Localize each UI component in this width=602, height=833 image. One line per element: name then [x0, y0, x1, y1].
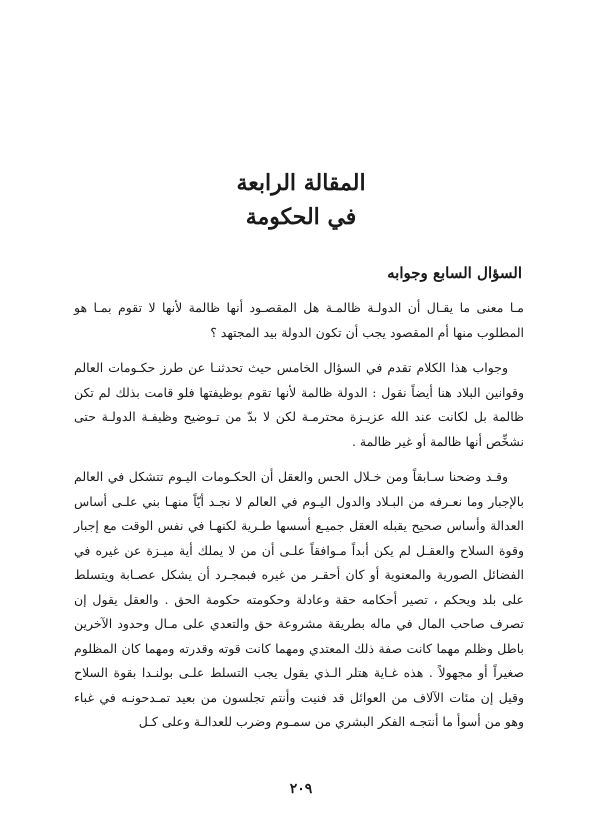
page-number: ٢٠٩: [289, 781, 313, 797]
chapter-title-line-2: في الحكومة: [245, 204, 357, 230]
chapter-title: [0, 166, 602, 234]
body-text: [74, 296, 524, 746]
section-heading: السؤال السابع وجوابه: [387, 264, 522, 282]
paragraph-answer: وجواب هذا الكلام تقدم في السؤال الخامس حيث تحدثنـا عن طرز حكـومات العالم وقوانين البلاد هنا أيضاً نقول : الدولة ظالمة لأنها تقوم بوظيفتها فلو قامت بذلك لم تكن ظالمة بل لكانت عند الله عزيـزة محترمـة لكن لا بدّ من تـوضيح وظيفـة الدولـة حتى نشخِّص أنها ظالمة أو غير ظالمة .: [74, 360, 524, 449]
paragraph-question: مـا معنى ما يقـال أن الدولـة ظالمـة هل المقصـود أنها ظالمة لأنها لا تقوم بمـا هو المطلوب منها أم المقصود يجب أن تكون الدولة بيد المجتهد ؟: [74, 300, 524, 340]
paragraph-explanation: وقـد وضحنا سـابقاً ومن خـلال الحس والعقل أن الحكـومات اليـوم تتشكل في العالم بالإجبار وما نعـرفه من البـلاد والدول اليـوم في العالم لا نجـد أيّاً منهـا بني علـى أساس العدالة وأساس صحيح يقبله العقل جميـع أسسها طـرية لكنهـا في نفس الوقت مع إجبار وقوة السلاح والعقـل لم يكن أبداً مـوافقاً علـى أن من لا يملك أية ميـزة عن غيره في الفضائل الصورية والمعنوية أو كان أحقـر من غيره فبمجـرد أن يشكل عصـابة ويتسلط على بلد ويحكم ، تصير أحكامه حقة وعادلة وحكومته حكومة الحق . والعقل يقول إن تصرف صاحب المال في ماله بطريقة مشروعة حق والتعدي على مـال وحدود الآخرين باطل وظلم مهما كانت صفة ذلك المعتدي ومهما كانت قوته وقدرته ومهما كان المظلوم صغيراً أو مجهولاً . هذه غـاية هتلر الـذي يقول يجب التسلط علـى بولنـدا بقوة السلاح وقيل إن مئات الآلاف من العوائل قد فنيت وأنتم تجلسون من بعيد تمـدحونـه في غباء وهو من أسوأ ما أنتجـه الفكر البشري من سمـوم وضرب للعدالـة وعلى كـل: [74, 469, 524, 729]
chapter-title-line-1: المقالة الرابعة: [236, 170, 366, 196]
